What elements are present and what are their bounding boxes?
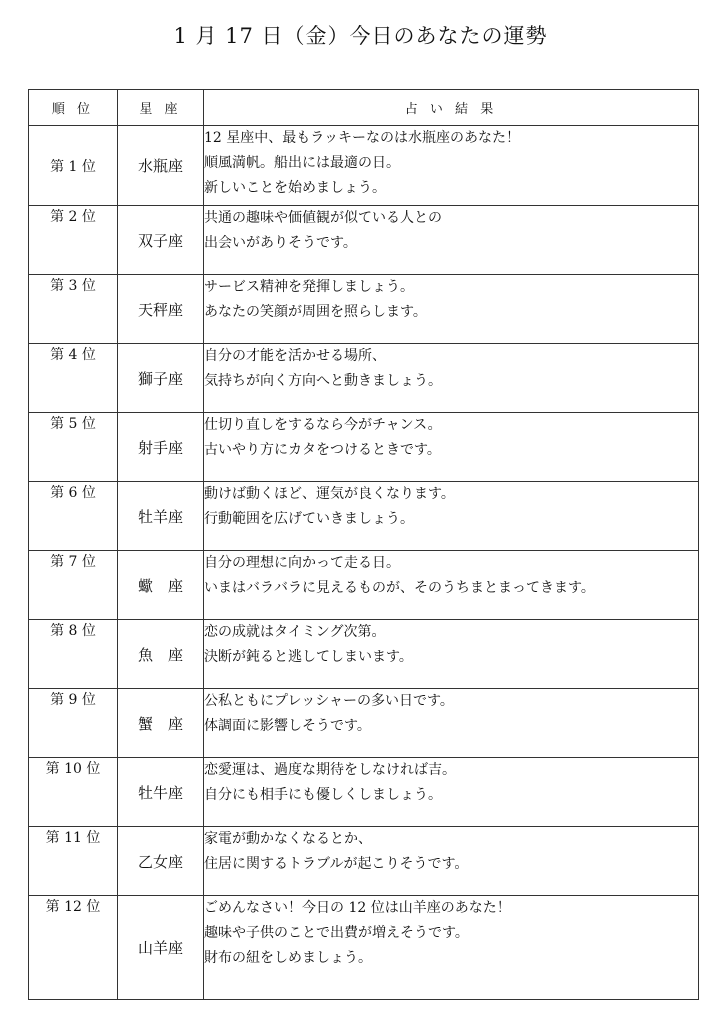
rank-cell: 第 5 位 xyxy=(29,413,118,482)
sign-cell: 射手座 xyxy=(118,413,204,482)
result-line: 自分にも相手にも優しくしましょう。 xyxy=(204,787,442,803)
result-line: 仕切り直しをするなら今がチャンス。 xyxy=(204,417,442,433)
result-line: 順風満帆。船出には最適の日。 xyxy=(204,155,400,171)
rank-cell: 第 11 位 xyxy=(29,827,118,896)
result-line: 趣味や子供のことで出費が増えそうです。 xyxy=(204,925,469,941)
rank-cell: 第 4 位 xyxy=(29,344,118,413)
rank-cell: 第 1 位 xyxy=(29,126,118,206)
result-line: 古いやり方にカタをつけるときです。 xyxy=(204,442,441,458)
result-cell xyxy=(204,620,699,689)
result-line: 財布の紐をしめましょう。 xyxy=(204,950,372,966)
result-line: サービス精神を発揮しましょう。 xyxy=(204,279,414,295)
table-row xyxy=(29,413,699,482)
sign-cell: 乙女座 xyxy=(118,827,204,896)
result-line: 恋愛運は、過度な期待をしなければ吉。 xyxy=(204,762,456,778)
result-line: 出会いがありそうです。 xyxy=(204,235,357,251)
result-cell xyxy=(204,206,699,275)
sign-cell: 双子座 xyxy=(118,206,204,275)
table-row xyxy=(29,827,699,896)
sign-cell: 蟹 座 xyxy=(118,689,204,758)
rank-cell: 第 2 位 xyxy=(29,206,118,275)
rank-cell: 第 3 位 xyxy=(29,275,118,344)
result-line: 住居に関するトラブルが起こりそうです。 xyxy=(204,856,469,872)
rank-cell: 第 9 位 xyxy=(29,689,118,758)
sign-cell: 牡牛座 xyxy=(118,758,204,827)
result-cell xyxy=(204,344,699,413)
table-row xyxy=(29,126,699,206)
result-line: 体調面に影響しそうです。 xyxy=(204,718,371,734)
result-line: 自分の理想に向かって走る日。 xyxy=(204,555,400,571)
result-cell xyxy=(204,126,699,206)
sign-cell: 魚 座 xyxy=(118,620,204,689)
header-sign: 星 座 xyxy=(118,90,204,126)
sign-cell: 水瓶座 xyxy=(118,126,204,206)
result-line: 恋の成就はタイミング次第。 xyxy=(204,624,386,640)
table-row xyxy=(29,482,699,551)
result-line: 決断が鈍ると逃してしまいます。 xyxy=(204,649,413,665)
sign-cell: 山羊座 xyxy=(118,896,204,1000)
result-line: 家電が動かなくなるとか、 xyxy=(204,831,372,847)
result-cell xyxy=(204,482,699,551)
sign-cell: 獅子座 xyxy=(118,344,204,413)
table-row xyxy=(29,344,699,413)
table-row xyxy=(29,896,699,1000)
fortune-table xyxy=(28,89,699,1000)
rank-cell: 第 8 位 xyxy=(29,620,118,689)
result-line: 気持ちが向く方向へと動きましょう。 xyxy=(204,373,442,389)
table-row xyxy=(29,551,699,620)
result-line: 新しいことを始めましょう。 xyxy=(204,180,386,196)
result-line: 12 星座中、最もラッキーなのは水瓶座のあなた！ xyxy=(204,130,520,146)
header-rank: 順 位 xyxy=(29,90,118,126)
table-header-row xyxy=(29,90,699,126)
result-cell xyxy=(204,758,699,827)
rank-cell: 第 7 位 xyxy=(29,551,118,620)
result-line: 自分の才能を活かせる場所、 xyxy=(204,348,386,364)
table-row xyxy=(29,206,699,275)
table-row xyxy=(29,758,699,827)
rank-cell: 第 10 位 xyxy=(29,758,118,827)
result-cell xyxy=(204,413,699,482)
result-line: あなたの笑顔が周囲を照らします。 xyxy=(204,304,427,320)
sign-cell: 蠍 座 xyxy=(118,551,204,620)
table-row xyxy=(29,689,699,758)
result-line: 共通の趣味や価値観が似ている人との xyxy=(204,210,442,226)
result-cell xyxy=(204,689,699,758)
rank-cell: 第 12 位 xyxy=(29,896,118,1000)
sign-cell: 天秤座 xyxy=(118,275,204,344)
rank-cell: 第 6 位 xyxy=(29,482,118,551)
table-row xyxy=(29,275,699,344)
result-line: 行動範囲を広げていきましょう。 xyxy=(204,511,414,527)
result-line: 動けば動くほど、運気が良くなります。 xyxy=(204,486,455,502)
page-title: 1 月 17 日（金）今日のあなたの運勢 xyxy=(173,24,548,48)
table-row xyxy=(29,620,699,689)
header-result: 占 い 結 果 xyxy=(204,90,699,126)
result-line: いまはバラバラに見えるものが、そのうちまとまってきます。 xyxy=(204,580,595,596)
result-cell xyxy=(204,275,699,344)
result-line: ごめんなさい！今日の 12 位は山羊座のあなた！ xyxy=(204,900,511,916)
sign-cell: 牡羊座 xyxy=(118,482,204,551)
result-cell xyxy=(204,551,699,620)
result-cell xyxy=(204,827,699,896)
result-line: 公私ともにプレッシャーの多い日です。 xyxy=(204,693,454,709)
result-cell xyxy=(204,896,699,1000)
